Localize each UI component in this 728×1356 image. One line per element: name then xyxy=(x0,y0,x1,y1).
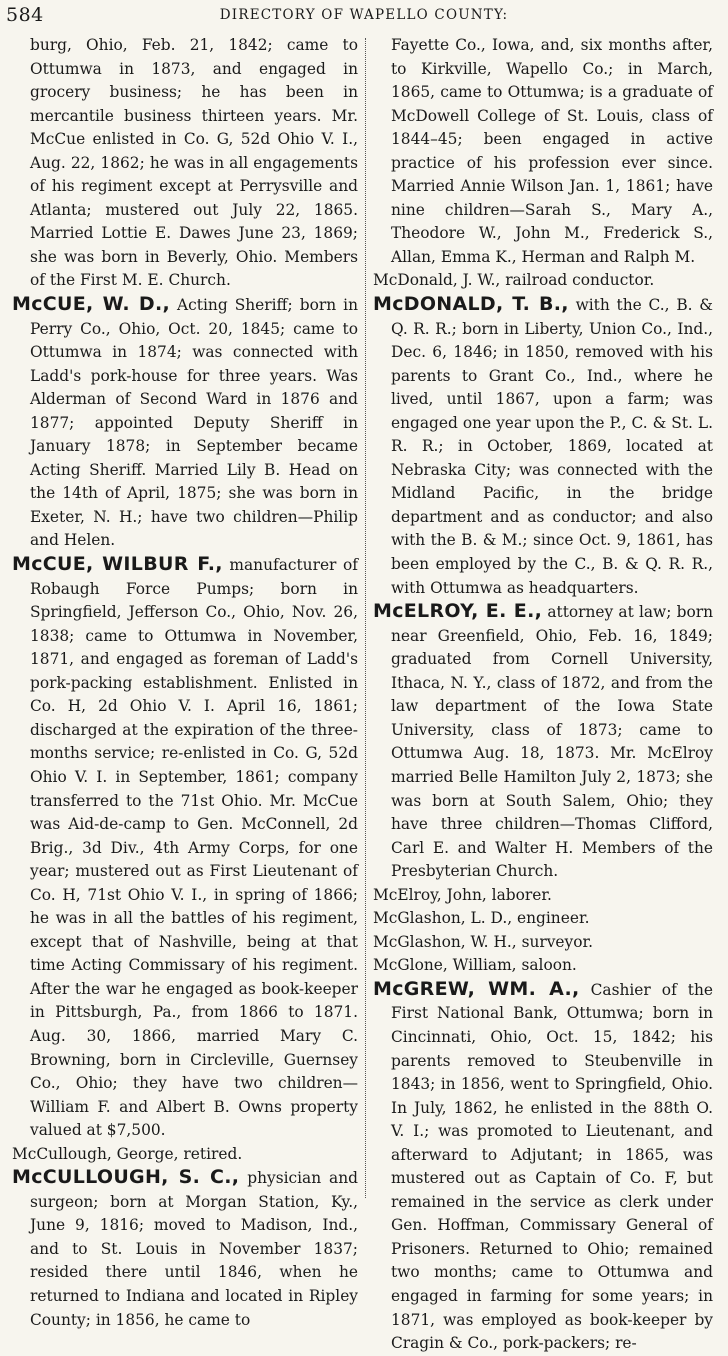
entry-name: McCULLOUGH, S. C., xyxy=(12,1166,240,1189)
entry-right-1 xyxy=(373,269,713,293)
entry-text: railroad conductor. xyxy=(500,271,655,290)
entry-text: burg, Ohio, Feb. 21, 1842; came to Ottumwa in 1873, and engaged in grocery business; he has been in mercantile business thirteen years. Mr. McCue enlisted in Co. G, 52d Ohio V. I., Aug. 22, 1862; he was in all engagements of his regiment except at Perrysville and Atlanta; mustered out July 22, 1865. Married Lottie E. Dawes June 23, 1869; she was born in Beverly, Ohio. Members of the First M. E. Church. xyxy=(30,36,358,290)
entry-text: attorney at law; born near Greenfield, Ohio, Feb. 16, 1849; graduated from Cornell University, Ithaca, N. Y., class of 1872, and from the law department of the Iowa State University, class of 1873; came to Ottumwa Aug. 18, 1873. Mr. McElroy married Belle Hamilton July 2, 1873; she was born at South Salem, Ohio; they have three children—Thomas Clifford, Carl E. and Walter H. Members of the Presbyterian Church. xyxy=(391,603,713,881)
entry-name: McGREW, WM. A., xyxy=(373,977,580,1000)
entry-name: McCullough, George, xyxy=(12,1144,179,1163)
entry-text: retired. xyxy=(178,1144,243,1163)
page-number: 584 xyxy=(6,4,44,26)
entry-right-0 xyxy=(373,34,713,269)
entry-right-2 xyxy=(373,293,713,600)
entry-right-8 xyxy=(373,978,713,1356)
entry-text: surveyor. xyxy=(516,932,594,951)
entry-text: saloon. xyxy=(516,956,577,975)
entry-left-2 xyxy=(12,553,358,1143)
entry-right-7 xyxy=(373,954,713,978)
entry-text: manufacturer of Robaugh Force Pumps; born in Springfield, Jefferson Co., Ohio, Nov. 26, 1838; came to Ottumwa in November, 1871, and engaged as foreman of Ladd's pork-packing establishment. Enlisted in Co. H, 2d Ohio V. I. April 16, 1861; discharged at the expiration of the three-months service; re-enlisted in Co. G, 52d Ohio V. I. in September, 1861; company transferred to the 71st Ohio. Mr. McCue was Aid-de-camp to Gen. McConnell, 2d Brig., 3d Div., 4th Army Corps, for one year; mustered out as First Lieutenant of Co. H, 71st Ohio V. I., in spring of 1866; he was in all the battles of his regiment, except that of Nashville, being at that time Acting Commissary of his regiment. After the war he engaged as book-keeper in Pittsburgh, Pa., from 1866 to 1871. Aug. 30, 1866, married Mary C. Browning, born in Circleville, Guernsey Co., Ohio; they have two children—William F. and Albert B. Owns property valued at $7,500. xyxy=(30,556,358,1140)
entry-name: McCUE, W. D., xyxy=(12,293,171,316)
entry-right-3 xyxy=(373,600,713,884)
entry-left-3 xyxy=(12,1143,358,1167)
entry-left-0 xyxy=(12,34,358,293)
page-header xyxy=(0,0,728,30)
entry-text: Acting Sheriff; born in Perry Co., Ohio, Oct. 20, 1845; came to Ottumwa in 1874; was connected with Ladd's pork-house for three years. Was Alderman of Second Ward in 1876 and 1877; appointed Deputy Sheriff in January 1878; in September became Acting Sheriff. Married Lily B. Head on the 14th of April, 1875; she was born in Exeter, N. H.; have two children—Philip and Helen. xyxy=(30,296,358,550)
left-column xyxy=(12,34,358,1329)
entry-name: McGlashon, L. D., xyxy=(373,909,513,928)
entry-name: McDONALD, T. B., xyxy=(373,293,569,316)
entry-name: McCUE, WILBUR F., xyxy=(12,553,223,576)
entry-text: engineer. xyxy=(512,909,590,928)
entry-right-6 xyxy=(373,931,713,955)
entry-text: laborer. xyxy=(486,885,552,904)
entry-name: McElroy, John, xyxy=(373,885,487,904)
entry-text: Cashier of the First National Bank, Ottumwa; born in Cincinnati, Ohio, Oct. 15, 1842; his parents removed to Steubenville in 1843; in 1856, went to Springfield, Ohio. In July, 1862, he enlisted in the 88th O. V. I.; was promoted to Lieutenant, and afterward to Adjutant; in 1865, was mustered out as Captain of Co. F, but remained in the service as clerk under Gen. Hoffman, Commissary General of Prisoners. Returned to Ohio; remained two months; came to Ottumwa and engaged in farming for some years; in 1871, was employed as book-keeper by Cragin & Co., pork-packers; re- xyxy=(391,980,714,1353)
entry-text: with the C., B. & Q. R. R.; born in Liberty, Union Co., Ind., Dec. 6, 1846; in 1850, removed with his parents to Grant Co., Ind., where he lived, until 1867, upon a farm; was engaged one year upon the P., C. & St. L. R. R.; in October, 1869, located at Nebraska City; was connected with the Midland Pacific, in the bridge department and as conductor; and also with the B. & M.; since Oct. 9, 1861, has been employed by the C., B. & Q. R. R., with Ottumwa as headquarters. xyxy=(391,296,713,597)
entry-text: physician and surgeon; born at Morgan Station, Ky., June 9, 1816; moved to Madison, Ind., and to St. Louis in November 1837; resided there until 1846, when he returned to Indiana and located in Ripley County; in 1856, he came to xyxy=(30,1169,358,1329)
running-title: DIRECTORY OF WAPELLO COUNTY: xyxy=(219,7,509,23)
entry-name: McGlashon, W. H., xyxy=(373,932,517,951)
entry-text: Fayette Co., Iowa, and, six months after, to Kirkville, Wapello Co.; in March, 1865, came to Ottumwa; is a graduate of McDowell College of St. Louis, class of 1844–45; been engaged in active practice of his profession ever since. Married Annie Wilson Jan. 1, 1861; have nine children—Sarah S., Mary A., Theodore W., John M., Frederick S., Allan, Emma K., Herman and Ralph M. xyxy=(391,36,713,266)
entry-name: McGlone, William, xyxy=(373,956,517,975)
entry-name: McELROY, E. E., xyxy=(373,600,543,623)
entry-name: McDonald, J. W., xyxy=(373,271,501,290)
entry-right-5 xyxy=(373,907,713,931)
right-column xyxy=(373,34,714,1353)
entry-left-1 xyxy=(12,293,358,553)
column-divider xyxy=(365,38,366,1198)
entry-left-4 xyxy=(12,1166,358,1332)
entry-right-4 xyxy=(373,884,713,908)
